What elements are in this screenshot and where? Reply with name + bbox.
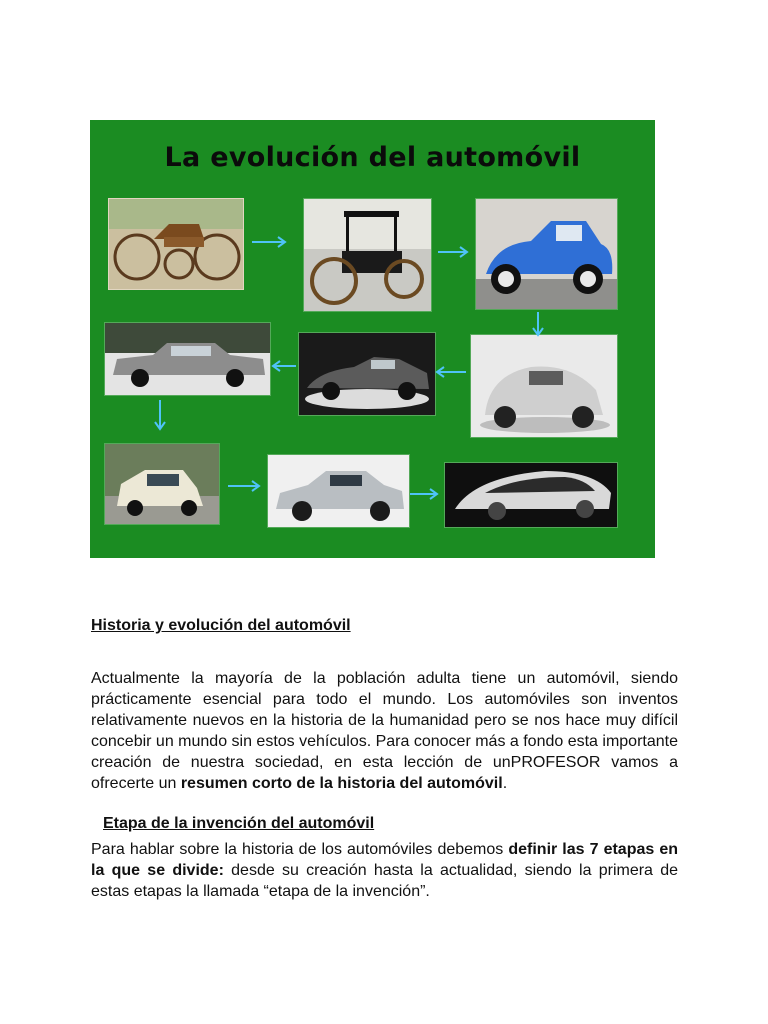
arrow-down-icon (152, 398, 168, 432)
subsection-heading: Etapa de la invención del automóvil (103, 815, 375, 832)
stage-bold-text: definir las 7 etapas en la que se divide: (91, 841, 678, 879)
evolution-poster (90, 120, 655, 558)
section-heading: Historia y evolución del automóvil (91, 617, 351, 634)
poster-title: La evolución del automóvil (164, 142, 581, 173)
intro-text: Actualmente la mayoría de la población adulta tiene un automóvil, siendo prácticamente esencial para todo el mundo. Los automóviles son inventos relativamente nuevos en la historia de la humanidad pero se nos hace muy difícil concebir un mundo sin estos vehículos. Para conocer más a fondo esta importante creación de nuestra sociedad, en esta lección de unPROFESOR vamos a ofrecerte un (91, 670, 678, 792)
car-photo-hatchback (104, 443, 220, 525)
arrow-right-icon (436, 244, 472, 260)
car-photo-blue-classic (475, 198, 618, 310)
car-photo-modern-sedan (267, 454, 410, 528)
stage-text-before: Para hablar sobre la historia de los automóviles debemos (91, 841, 509, 858)
stage-paragraph (91, 839, 678, 902)
intro-paragraph (91, 668, 678, 794)
stage-text-after: desde su creación hasta la actualidad, siendo la primera de estas etapas la llamada “etapa de la invención”. (91, 862, 678, 900)
arrow-right-icon (226, 478, 264, 494)
arrow-left-icon (270, 358, 298, 374)
car-photo-sedan-70s (104, 322, 271, 396)
arrow-right-icon (250, 234, 290, 250)
arrow-right-icon (408, 486, 442, 502)
arrow-down-icon (530, 310, 546, 338)
car-photo-beetle (470, 334, 618, 438)
car-photo-concept (444, 462, 618, 528)
arrow-left-icon (434, 364, 468, 380)
intro-end: . (502, 775, 508, 792)
car-photo-horseless-carriage (303, 198, 432, 312)
car-photo-sports-coupe (298, 332, 436, 416)
car-photo-benz-motorwagen (108, 198, 244, 290)
intro-bold-text: resumen corto de la historia del automóvil (180, 775, 503, 792)
